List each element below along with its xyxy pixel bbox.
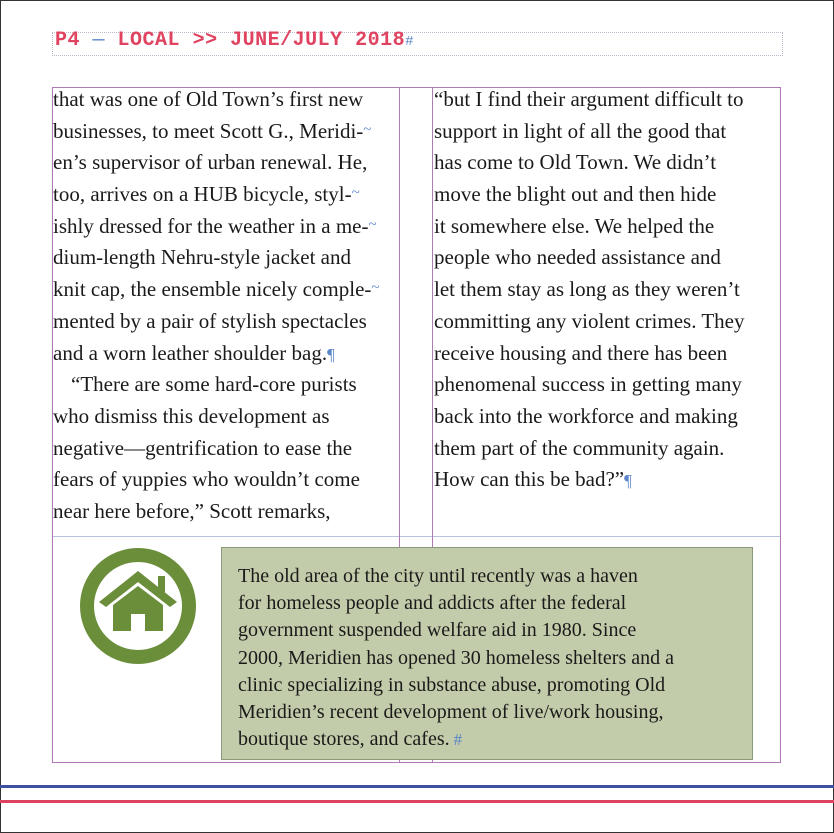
header-section: LOCAL [117, 29, 181, 52]
article-column-left[interactable] [53, 84, 398, 528]
text-line: mented by a pair of stylish spectacles [53, 308, 367, 333]
sidebar-line: 2000, Meridien has opened 30 homeless shelters and a [238, 646, 675, 669]
text-line: dium-length Nehru-style jacket and [53, 245, 351, 270]
margin-guide-bottom [52, 762, 781, 763]
text-line: How can this be bad?”¶ [434, 467, 632, 492]
text-line: move the blight out and then hide [434, 182, 717, 207]
text-line: businesses, to meet Scott G., Meridi-~ [53, 118, 372, 143]
text-line: near here before,” Scott remarks, [53, 498, 331, 523]
house-icon[interactable] [79, 547, 197, 665]
footer-rule-blue [0, 785, 834, 788]
text-line: ishly dressed for the weather in a me-~ [53, 213, 377, 238]
text-line: too, arrives on a HUB bicycle, styl-~ [53, 182, 360, 207]
text-line: fears of yuppies who wouldn’t come [53, 467, 360, 492]
text-line: receive housing and there has been [434, 340, 728, 365]
sidebar-line: The old area of the city until recently was a haven [238, 565, 638, 587]
text-line: “There are some hard-core purists [71, 372, 357, 397]
text-line: “but I find their argument difficult to [434, 87, 744, 111]
text-line: that was one of Old Town’s first new [53, 87, 364, 111]
margin-guide-right [780, 87, 781, 763]
paragraph-mark: ¶ [327, 344, 335, 364]
header-separator: >> [192, 29, 218, 52]
sidebar-line: clinic specializing in substance abuse, promoting Old [238, 673, 666, 696]
text-line: en’s supervisor of urban renewal. He, [53, 150, 368, 175]
sidebar-line: boutique stores, and cafes. # [238, 728, 463, 751]
column-guide-bottom [52, 536, 781, 537]
article-column-right[interactable] [434, 84, 780, 496]
paragraph-mark: ¶ [624, 471, 632, 491]
header-dash: — [80, 29, 118, 52]
sidebar-line: government suspended welfare aid in 1980. Since [238, 619, 637, 642]
text-line: and a worn leather shoulder bag.¶ [53, 340, 335, 365]
text-line: people who needed assistance and [434, 245, 721, 270]
text-line: let them stay as long as they weren’t [434, 277, 740, 302]
sidebar-line: Meridien’s recent development of live/work housing, [238, 700, 664, 723]
text-line: support in light of all the good that [434, 118, 727, 143]
text-line: it somewhere else. We helped the [434, 213, 715, 238]
text-line: phenomenal success in getting many [434, 372, 742, 397]
sidebar-text[interactable] [238, 563, 748, 753]
header-issue: JUNE/JULY 2018 [230, 29, 406, 52]
header-prefix: P4 [55, 29, 81, 52]
text-line: committing any violent crimes. They [434, 308, 745, 333]
text-line: them part of the community again. [434, 435, 725, 460]
sidebar-line: for homeless people and addicts after the federal [238, 592, 627, 615]
text-line: who dismiss this development as [53, 403, 330, 428]
text-line: negative—gentrification to ease the [53, 435, 353, 460]
sidebar-end-marker: # [453, 730, 463, 750]
text-line: has come to Old Town. We didn’t [434, 150, 717, 175]
header-end-marker: # [405, 34, 415, 50]
text-line: knit cap, the ensemble nicely comple-~ [53, 277, 380, 302]
running-header[interactable] [55, 29, 414, 52]
text-line: back into the workforce and making [434, 403, 738, 428]
footer-rule-red [0, 800, 834, 803]
